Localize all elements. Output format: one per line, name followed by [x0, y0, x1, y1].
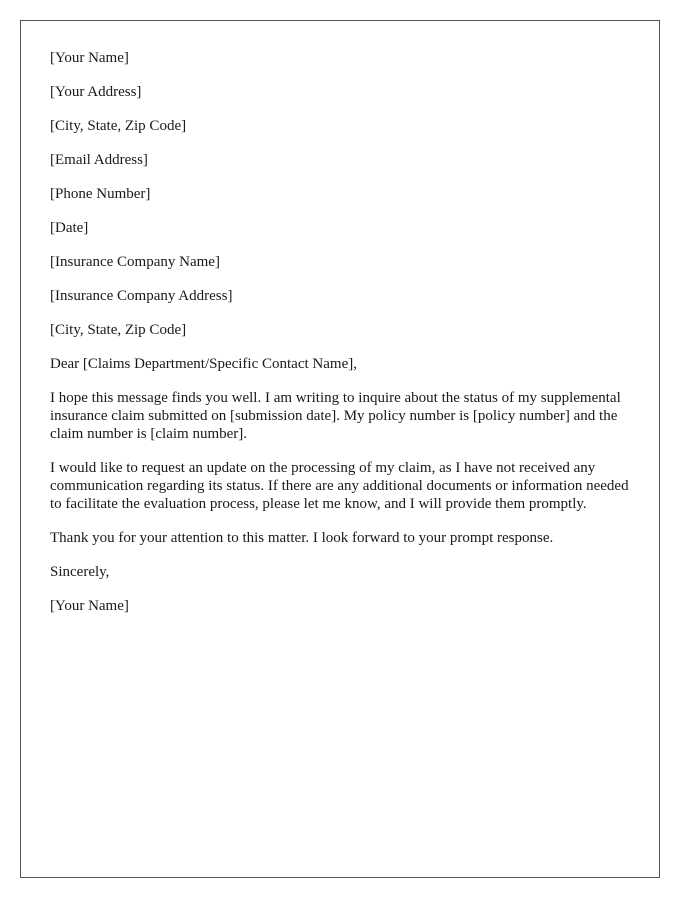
- sender-phone: [Phone Number]: [50, 186, 151, 202]
- letter-page: [20, 20, 660, 878]
- paragraph-thanks: Thank you for your attention to this matter. I look forward to your prompt response.: [50, 530, 554, 546]
- sender-email: [Email Address]: [50, 152, 148, 168]
- recipient-city-state-zip: [City, State, Zip Code]: [50, 322, 187, 338]
- sender-name: [Your Name]: [50, 50, 129, 66]
- recipient-company-address: [Insurance Company Address]: [50, 288, 233, 304]
- salutation: Dear [Claims Department/Specific Contact Name],: [50, 356, 357, 372]
- letter-body: [50, 49, 640, 631]
- signature-name: [Your Name]: [50, 598, 129, 614]
- sender-city-state-zip: [City, State, Zip Code]: [50, 118, 187, 134]
- paragraph-inquiry: I hope this message finds you well. I am writing to inquire about the status of my supplemental insurance claim submitted on [submission date]. My policy number is [policy number] and the claim number is [claim number].: [50, 390, 621, 442]
- paragraph-request-update: I would like to request an update on the processing of my claim, as I have not received any communication regarding its status. If there are any additional documents or information needed to facilitate the evaluation process, please let me know, and I will provide them promptly.: [50, 460, 629, 512]
- recipient-company-name: [Insurance Company Name]: [50, 254, 220, 270]
- letter-date: [Date]: [50, 220, 89, 236]
- sender-address: [Your Address]: [50, 84, 142, 100]
- closing: Sincerely,: [50, 564, 110, 580]
